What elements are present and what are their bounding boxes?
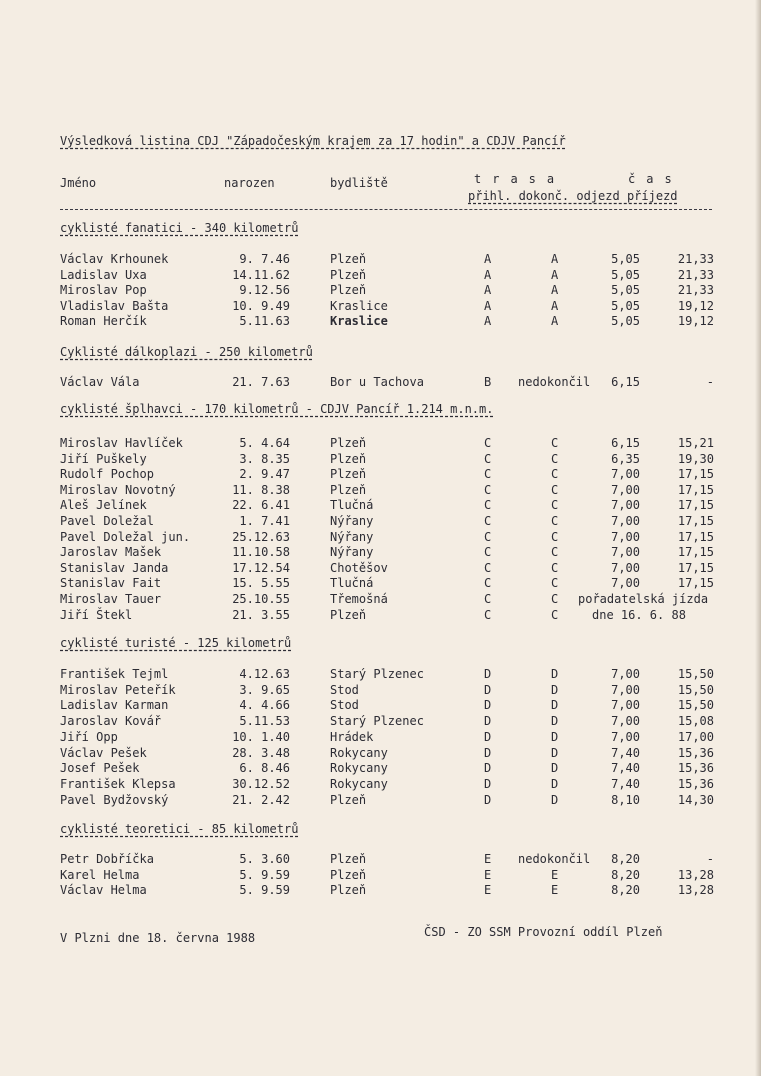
header-town: bydliště — [330, 176, 388, 190]
departure-time: 5,05 — [611, 283, 640, 298]
result-row — [0, 793, 761, 809]
residence: Tlučná — [330, 576, 374, 591]
participant-name: Václav Krhounek — [60, 252, 169, 266]
route-completed: C — [551, 545, 559, 560]
participant-name: František Tejml — [60, 667, 169, 681]
route-registered: D — [484, 761, 492, 776]
arrival-time: 15,21 — [677, 436, 714, 450]
arrival-time: 17,15 — [677, 545, 714, 560]
route-completed: D — [551, 682, 559, 697]
residence: Plzeň — [330, 883, 367, 898]
route-registered: A — [484, 314, 492, 329]
residence: Plzeň — [330, 482, 367, 497]
departure-time: 6,15 — [611, 375, 640, 389]
residence: Starý Plzenec — [330, 667, 424, 681]
arrival-time: 15,36 — [677, 761, 714, 776]
birth-date: 11.10.58 — [232, 545, 290, 560]
result-row — [0, 698, 761, 714]
route-registered: E — [484, 867, 492, 882]
arrival-time: 17,15 — [677, 576, 714, 591]
route-completed: D — [551, 761, 559, 776]
departure-time: 7,00 — [611, 545, 640, 560]
participant-name: Jiří Štekl — [60, 607, 133, 622]
birth-date: 5.11.53 — [239, 714, 290, 729]
departure-time: 8,10 — [611, 792, 640, 807]
route-completed: C — [551, 560, 559, 575]
birth-date: 21. 2.42 — [232, 792, 290, 807]
route-completed: D — [551, 792, 559, 807]
departure-time: 7,00 — [611, 482, 640, 497]
header-trasa: trasa — [474, 172, 566, 186]
birth-date: 22. 6.41 — [232, 498, 290, 513]
route-completed: D — [551, 776, 559, 791]
birth-date: 21. 7.63 — [232, 375, 290, 389]
organizer-note: pořadatelská jízda — [578, 592, 709, 606]
route-completed: A — [551, 252, 559, 266]
participant-name: Josef Pešek — [60, 761, 140, 776]
participant-name: Ladislav Uxa — [60, 267, 147, 282]
departure-time: 7,00 — [611, 682, 640, 697]
birth-date: 6. 8.46 — [239, 761, 290, 776]
section-heading: Cyklisté dálkoplazi - 250 kilometrů — [60, 345, 313, 359]
arrival-time: 21,33 — [677, 252, 714, 266]
residence: Rokycany — [330, 745, 388, 760]
participant-name: Miroslav Peteřík — [60, 682, 176, 697]
residence: Plzeň — [330, 852, 367, 866]
section-heading: cyklisté turisté - 125 kilometrů — [60, 636, 292, 650]
route-registered: C — [484, 482, 492, 497]
route-registered: C — [484, 498, 492, 513]
result-row — [0, 467, 761, 483]
route-registered: B — [484, 375, 492, 389]
residence: Kraslice — [330, 298, 388, 313]
arrival-time: 19,12 — [677, 298, 714, 313]
result-row — [0, 576, 761, 592]
result-row — [0, 561, 761, 577]
participant-name: Stanislav Fait — [60, 576, 162, 591]
header-name: Jméno — [60, 176, 97, 190]
departure-time: 7,40 — [611, 776, 640, 791]
residence: Plzeň — [330, 283, 367, 298]
result-row — [0, 746, 761, 762]
residence: Stod — [330, 682, 359, 697]
route-registered: A — [484, 267, 492, 282]
birth-date: 5. 9.59 — [239, 867, 290, 882]
departure-time: 6,35 — [611, 451, 640, 466]
birth-date: 30.12.52 — [232, 776, 290, 791]
route-registered: C — [484, 514, 492, 528]
result-row — [0, 761, 761, 777]
birth-date: 5. 4.64 — [239, 436, 290, 450]
birth-date: 10. 9.49 — [232, 298, 290, 313]
route-completed: D — [551, 667, 559, 681]
section-heading: cyklisté šplhavci - 170 kilometrů - CDJV Pancíř 1.214 m.n.m. — [60, 402, 494, 416]
arrival-time: 14,30 — [677, 792, 714, 807]
route-registered: D — [484, 667, 492, 681]
birth-date: 4.12.63 — [239, 667, 290, 681]
route-completed: A — [551, 314, 559, 329]
birth-date: 5.11.63 — [239, 314, 290, 329]
route-completed: C — [551, 482, 559, 497]
result-row — [0, 483, 761, 499]
birth-date: 3. 9.65 — [239, 682, 290, 697]
route-registered: D — [484, 698, 492, 713]
arrival-time: 19,12 — [677, 314, 714, 329]
arrival-time: 15,08 — [677, 714, 714, 729]
route-completed: E — [551, 883, 559, 898]
result-row — [0, 852, 761, 868]
result-row — [0, 375, 761, 391]
residence: Nýřany — [330, 529, 374, 544]
document-title: Výsledková listina CDJ "Západočeským krajem za 17 hodin" a CDJV Pancíř — [60, 134, 566, 148]
participant-name: Václav Pešek — [60, 745, 147, 760]
departure-time: 6,15 — [611, 436, 640, 450]
residence: Nýřany — [330, 514, 374, 528]
birth-date: 25.12.63 — [232, 529, 290, 544]
route-registered: C — [484, 560, 492, 575]
arrival-time: 17,15 — [677, 482, 714, 497]
route-registered: E — [484, 852, 492, 866]
birth-date: 25.10.55 — [232, 592, 290, 606]
departure-time: 5,05 — [611, 298, 640, 313]
birth-date: 17.12.54 — [232, 560, 290, 575]
residence: Stod — [330, 698, 359, 713]
participant-name: Rudolf Pochop — [60, 467, 154, 482]
arrival-time: 13,28 — [677, 883, 714, 898]
header-divider — [60, 209, 712, 210]
arrival-time: 21,33 — [677, 267, 714, 282]
arrival-time: 13,28 — [677, 867, 714, 882]
arrival-time: 15,50 — [677, 682, 714, 697]
route-completed: C — [551, 607, 559, 622]
birth-date: 9. 7.46 — [239, 252, 290, 266]
arrival-time: - — [706, 375, 714, 389]
participant-name: Pavel Doležal — [60, 514, 154, 528]
result-row — [0, 498, 761, 514]
result-row — [0, 268, 761, 284]
residence: Tlučná — [330, 498, 374, 513]
residence: Plzeň — [330, 252, 367, 266]
route-registered: D — [484, 729, 492, 744]
route-completed: C — [551, 529, 559, 544]
departure-time: 7,00 — [611, 560, 640, 575]
route-completed: D — [551, 745, 559, 760]
birth-date: 1. 7.41 — [239, 514, 290, 528]
residence: Plzeň — [330, 451, 367, 466]
arrival-time: 17,00 — [677, 729, 714, 744]
participant-name: Aleš Jelínek — [60, 498, 147, 513]
birth-date: 3. 8.35 — [239, 451, 290, 466]
route-registered: A — [484, 283, 492, 298]
birth-date: 5. 9.59 — [239, 883, 290, 898]
route-registered: D — [484, 745, 492, 760]
departure-time: 7,40 — [611, 745, 640, 760]
participant-name: Roman Herčík — [60, 314, 147, 329]
route-completed: A — [551, 283, 559, 298]
route-registered: C — [484, 529, 492, 544]
residence: Plzeň — [330, 607, 367, 622]
residence: Rokycany — [330, 761, 388, 776]
arrival-time: 15,36 — [677, 776, 714, 791]
residence: Plzeň — [330, 792, 367, 807]
birth-date: 2. 9.47 — [239, 467, 290, 482]
arrival-time: 19,30 — [677, 451, 714, 466]
result-row — [0, 252, 761, 268]
result-row — [0, 530, 761, 546]
participant-name: František Klepsa — [60, 776, 176, 791]
residence: Rokycany — [330, 776, 388, 791]
departure-time: 7,00 — [611, 467, 640, 482]
footer-organizer: ČSD - ZO SSM Provozní oddíl Plzeň — [424, 925, 663, 939]
route-completed: C — [551, 592, 559, 606]
participant-name: Stanislav Janda — [60, 560, 169, 575]
arrival-time: 17,15 — [677, 560, 714, 575]
route-completed: nedokončil — [518, 375, 591, 389]
birth-date: 21. 3.55 — [232, 607, 290, 622]
departure-time: 7,40 — [611, 761, 640, 776]
result-row — [0, 283, 761, 299]
residence: Chotěšov — [330, 560, 388, 575]
route-completed: C — [551, 498, 559, 513]
departure-time: 7,00 — [611, 729, 640, 744]
result-row — [0, 452, 761, 468]
route-registered: C — [484, 451, 492, 466]
route-completed: A — [551, 267, 559, 282]
arrival-time: 17,15 — [677, 529, 714, 544]
route-completed: C — [551, 514, 559, 528]
departure-time: 7,00 — [611, 529, 640, 544]
arrival-time: 17,15 — [677, 498, 714, 513]
residence: Plzeň — [330, 867, 367, 882]
arrival-time: 15,50 — [677, 667, 714, 681]
residence: Nýřany — [330, 545, 374, 560]
departure-time: 7,00 — [611, 667, 640, 681]
participant-name: Petr Dobříčka — [60, 852, 154, 866]
result-row — [0, 314, 761, 330]
route-completed: D — [551, 729, 559, 744]
birth-date: 28. 3.48 — [232, 745, 290, 760]
result-row — [0, 608, 761, 624]
departure-time: 5,05 — [611, 252, 640, 266]
departure-time: 8,20 — [611, 883, 640, 898]
residence: Hrádek — [330, 729, 374, 744]
birth-date: 10. 1.40 — [232, 729, 290, 744]
route-registered: D — [484, 776, 492, 791]
result-row — [0, 714, 761, 730]
participant-name: Miroslav Tauer — [60, 592, 162, 606]
residence: Plzeň — [330, 267, 367, 282]
participant-name: Miroslav Havlíček — [60, 436, 183, 450]
section-heading: cyklisté fanatici - 340 kilometrů — [60, 221, 299, 235]
departure-time: 7,00 — [611, 714, 640, 729]
birth-date: 5. 3.60 — [239, 852, 290, 866]
residence: Bor u Tachova — [330, 375, 424, 389]
result-row — [0, 868, 761, 884]
route-registered: A — [484, 252, 492, 266]
route-completed: C — [551, 436, 559, 450]
section-heading: cyklisté teoretici - 85 kilometrů — [60, 822, 299, 836]
route-completed: nedokončil — [518, 852, 591, 866]
arrival-time: 21,33 — [677, 283, 714, 298]
participant-name: Pavel Doležal jun. — [60, 529, 191, 544]
route-registered: C — [484, 576, 492, 591]
participant-name: Jaroslav Kovář — [60, 714, 162, 729]
route-registered: C — [484, 545, 492, 560]
footer-place-date: V Plzni dne 18. června 1988 — [60, 931, 256, 945]
header-born: narozen — [224, 176, 275, 190]
result-row — [0, 299, 761, 315]
departure-time: 8,20 — [611, 867, 640, 882]
route-registered: D — [484, 682, 492, 697]
route-completed: D — [551, 698, 559, 713]
route-completed: C — [551, 576, 559, 591]
departure-time: 7,00 — [611, 498, 640, 513]
residence: Starý Plzenec — [330, 714, 424, 729]
departure-time: 7,00 — [611, 698, 640, 713]
residence: Kraslice — [330, 314, 388, 329]
participant-name: Ladislav Karman — [60, 698, 169, 713]
result-row — [0, 592, 761, 608]
departure-time: 8,20 — [611, 852, 640, 866]
result-row — [0, 667, 761, 683]
route-completed: D — [551, 714, 559, 729]
route-completed: E — [551, 867, 559, 882]
participant-name: Miroslav Novotný — [60, 482, 176, 497]
departure-time: 5,05 — [611, 314, 640, 329]
participant-name: Pavel Bydžovský — [60, 792, 169, 807]
result-row — [0, 514, 761, 530]
header-subcolumns: přihl. dokonč. odjezd příjezd — [468, 189, 678, 203]
route-registered: C — [484, 592, 492, 606]
route-completed: C — [551, 467, 559, 482]
organizer-note: dne 16. 6. 88 — [592, 607, 686, 622]
residence: Plzeň — [330, 436, 367, 450]
route-registered: C — [484, 607, 492, 622]
participant-name: Miroslav Pop — [60, 283, 147, 298]
participant-name: Jiří Opp — [60, 729, 118, 744]
birth-date: 14.11.62 — [232, 267, 290, 282]
participant-name: Václav Helma — [60, 883, 147, 898]
route-completed: C — [551, 451, 559, 466]
route-registered: C — [484, 436, 492, 450]
header-cas: čas — [628, 172, 683, 186]
result-row — [0, 730, 761, 746]
birth-date: 9.12.56 — [239, 283, 290, 298]
route-registered: A — [484, 298, 492, 313]
birth-date: 11. 8.38 — [232, 482, 290, 497]
result-row — [0, 436, 761, 452]
result-row — [0, 545, 761, 561]
participant-name: Karel Helma — [60, 867, 140, 882]
residence: Plzeň — [330, 467, 367, 482]
departure-time: 7,00 — [611, 576, 640, 591]
route-registered: D — [484, 714, 492, 729]
participant-name: Václav Vála — [60, 375, 140, 389]
arrival-time: - — [706, 852, 714, 866]
participant-name: Jaroslav Mašek — [60, 545, 162, 560]
result-row — [0, 777, 761, 793]
arrival-time: 15,36 — [677, 745, 714, 760]
route-completed: A — [551, 298, 559, 313]
result-row — [0, 883, 761, 899]
route-registered: C — [484, 467, 492, 482]
birth-date: 4. 4.66 — [239, 698, 290, 713]
participant-name: Jiří Puškely — [60, 451, 147, 466]
arrival-time: 15,50 — [677, 698, 714, 713]
result-row — [0, 683, 761, 699]
route-registered: D — [484, 792, 492, 807]
departure-time: 7,00 — [611, 514, 640, 528]
birth-date: 15. 5.55 — [232, 576, 290, 591]
route-registered: E — [484, 883, 492, 898]
arrival-time: 17,15 — [677, 467, 714, 482]
participant-name: Vladislav Bašta — [60, 298, 169, 313]
residence: Třemošná — [330, 592, 388, 606]
arrival-time: 17,15 — [677, 514, 714, 528]
departure-time: 5,05 — [611, 267, 640, 282]
